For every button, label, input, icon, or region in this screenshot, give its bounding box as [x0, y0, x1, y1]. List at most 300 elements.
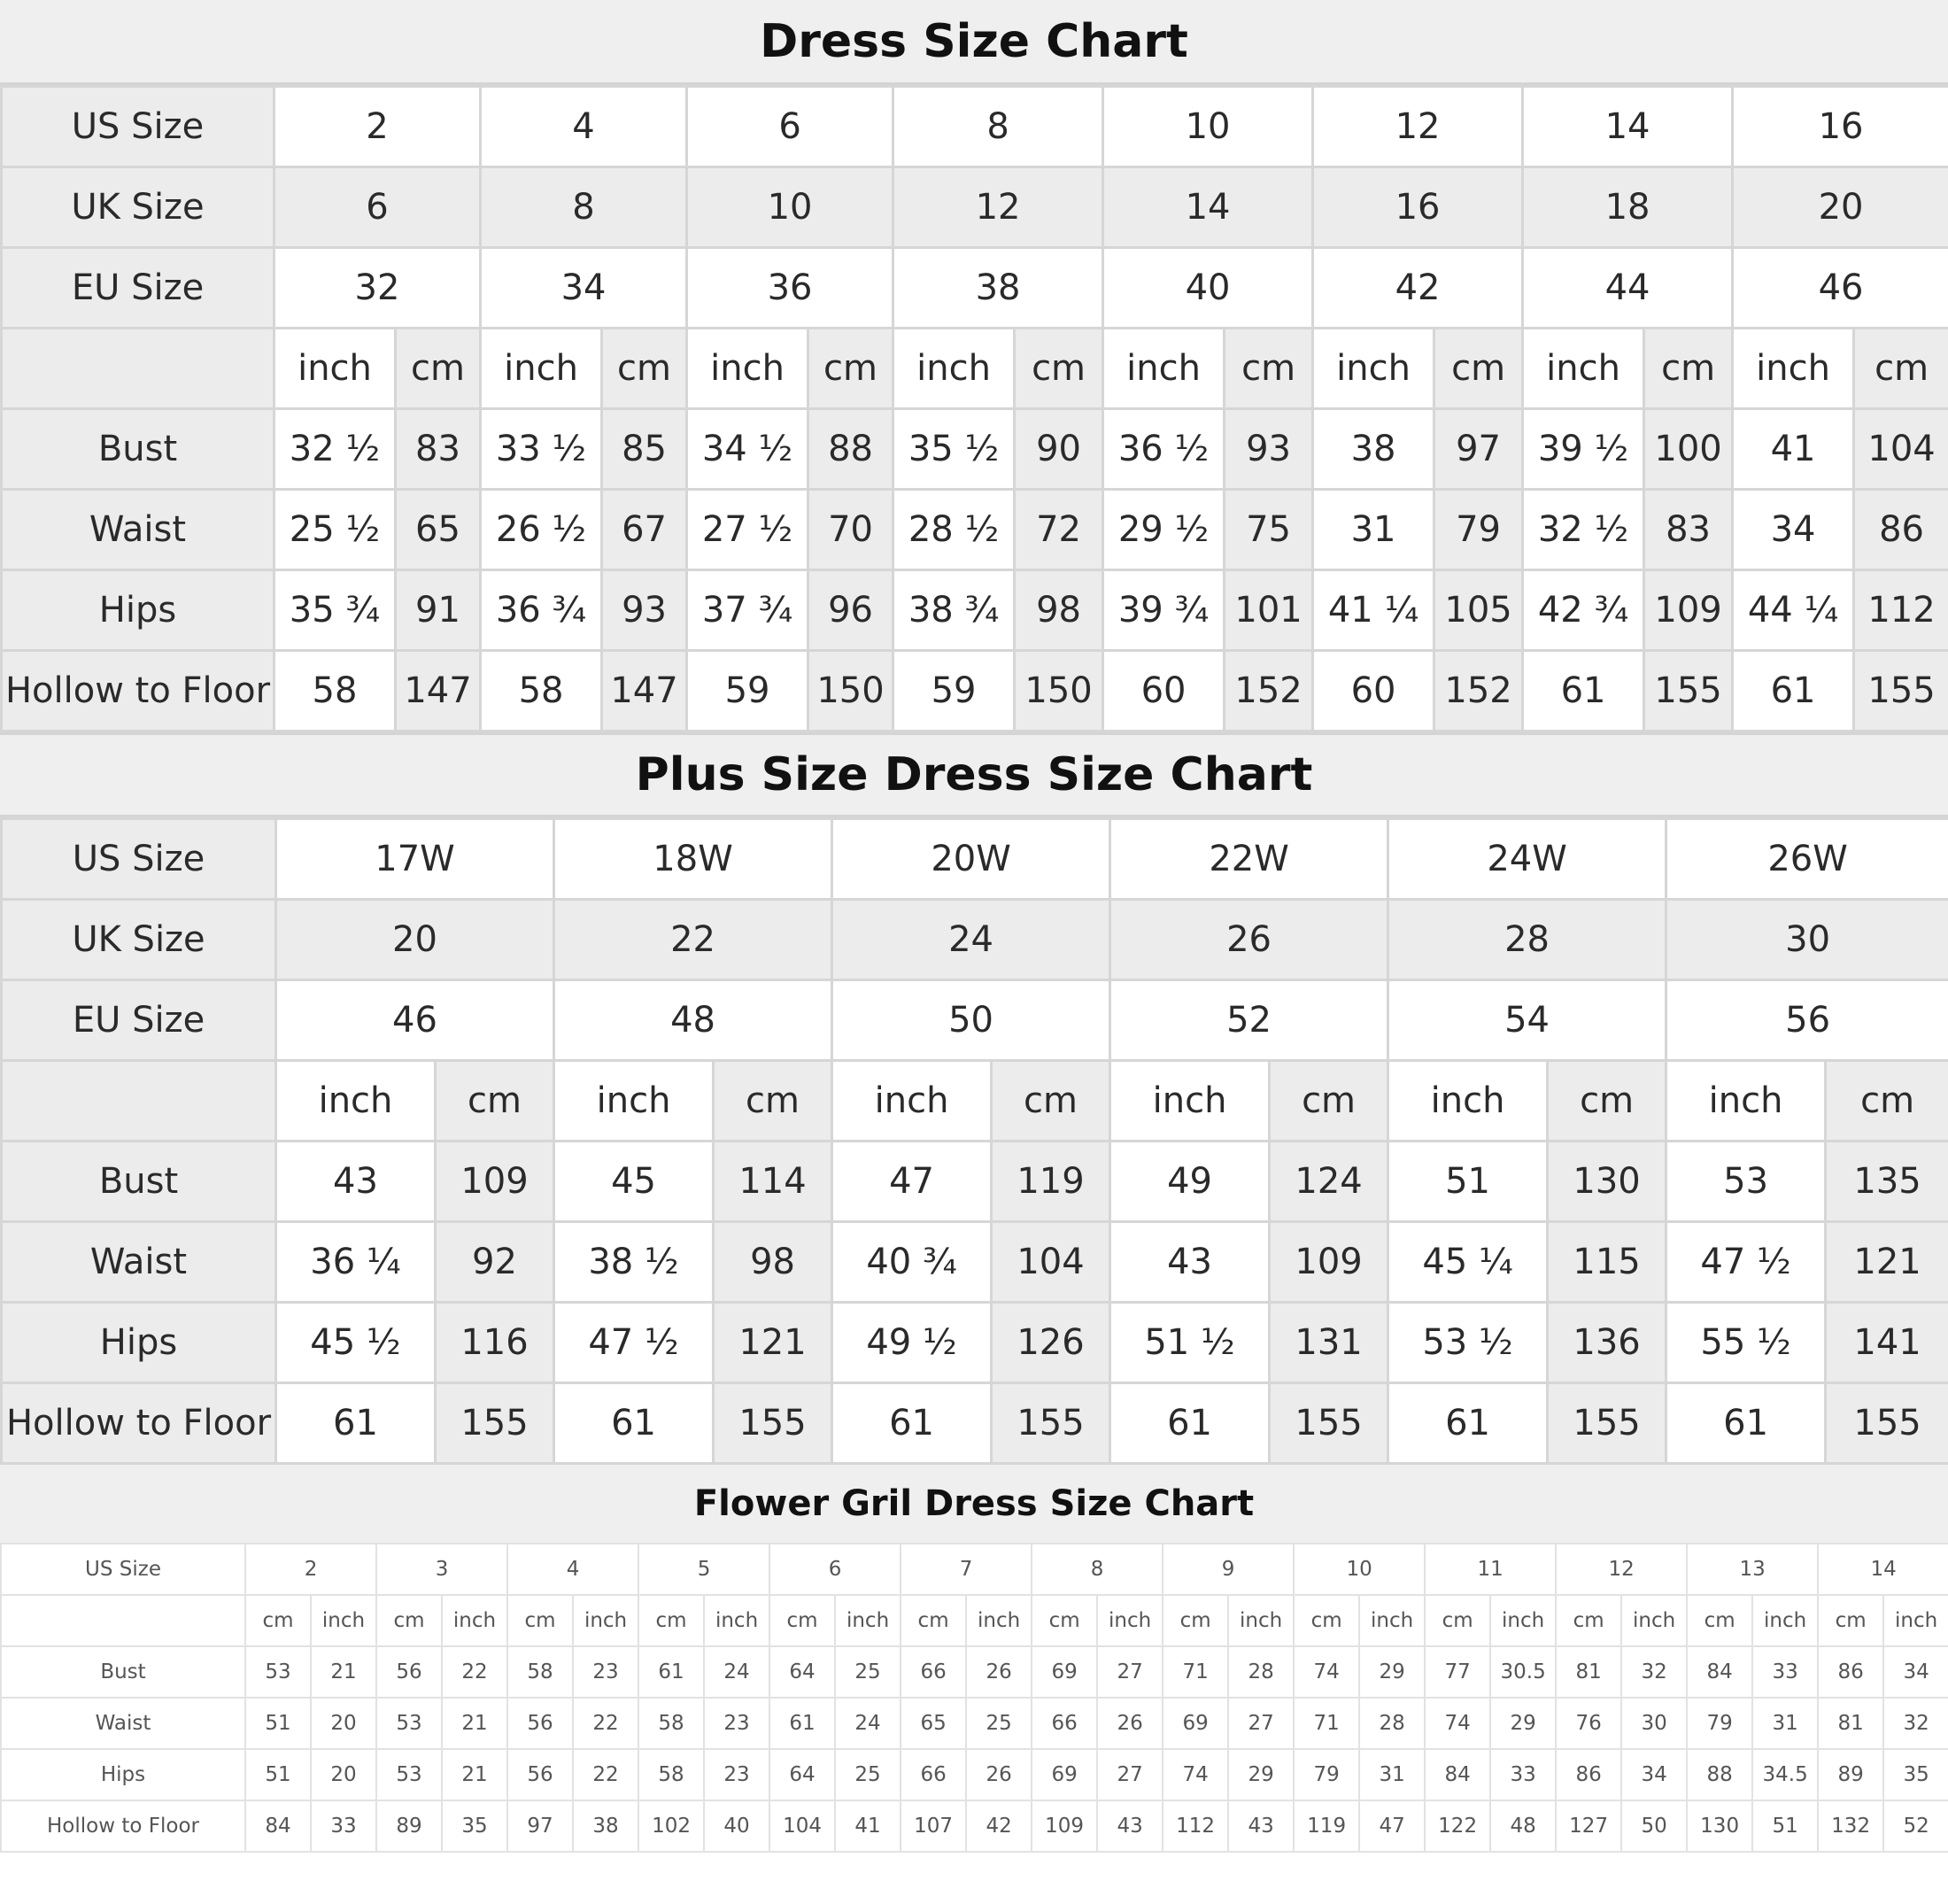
- unit-inch-cell: inch: [554, 1061, 714, 1142]
- us-size-cell: 6: [687, 87, 893, 167]
- uk-size-cell: 8: [481, 167, 687, 248]
- measurement-cell: 53 ½: [1388, 1303, 1548, 1383]
- eu-size-cell: 38: [893, 248, 1103, 329]
- flower-measurement-cell: 27: [1097, 1646, 1163, 1698]
- flower-measurement-cell: 20: [311, 1698, 376, 1749]
- uk-size-cell: 30: [1666, 900, 1948, 980]
- flower-measurement-cell: 107: [901, 1800, 966, 1852]
- measurement-cell: 92: [436, 1222, 554, 1303]
- measurement-cell: 90: [1015, 409, 1103, 490]
- flower-measurement-cell: 32: [1621, 1646, 1687, 1698]
- flower-measurement-cell: 27: [1228, 1698, 1294, 1749]
- measurement-row: [2, 570, 1948, 651]
- flower-us-size-label: US Size: [1, 1544, 245, 1595]
- flower-unit-inch-cell: inch: [835, 1595, 901, 1646]
- unit-inch-cell: inch: [687, 329, 808, 409]
- measurement-cell: 61: [1110, 1383, 1270, 1464]
- flower-measurement-cell: 97: [507, 1800, 573, 1852]
- eu-size-cell: 48: [554, 980, 832, 1061]
- us-size-cell: 12: [1313, 87, 1523, 167]
- flower-measurement-cell: 43: [1097, 1800, 1163, 1852]
- flower-measurement-cell: 30.5: [1490, 1646, 1556, 1698]
- unit-inch-cell: inch: [1733, 329, 1854, 409]
- measurement-cell: 47 ½: [1666, 1222, 1826, 1303]
- flower-unit-cm-cell: cm: [901, 1595, 966, 1646]
- flower-measurement-cell: 86: [1818, 1646, 1883, 1698]
- flower-measurement-cell: 66: [1032, 1698, 1097, 1749]
- flower-measurement-cell: 56: [376, 1646, 442, 1698]
- measurement-cell: 61: [1388, 1383, 1548, 1464]
- measurement-cell: 83: [396, 409, 481, 490]
- flower-measurement-cell: 81: [1556, 1646, 1621, 1698]
- measurement-label: Bust: [2, 409, 274, 490]
- flower-measurement-cell: 64: [769, 1749, 835, 1800]
- flower-measurement-cell: 53: [376, 1749, 442, 1800]
- flower-measurement-cell: 76: [1556, 1698, 1621, 1749]
- plus-size-table: [0, 817, 1948, 1465]
- flower-measurement-cell: 51: [245, 1698, 311, 1749]
- measurement-cell: 98: [1015, 570, 1103, 651]
- unit-cm-cell: cm: [992, 1061, 1110, 1142]
- flower-unit-inch-cell: inch: [1097, 1595, 1163, 1646]
- unit-cm-cell: cm: [1270, 1061, 1388, 1142]
- eu-size-cell: 56: [1666, 980, 1948, 1061]
- uk-size-cell: 18: [1523, 167, 1733, 248]
- flower-measurement-cell: 77: [1425, 1646, 1490, 1698]
- flower-measurement-cell: 23: [704, 1749, 769, 1800]
- uk-size-label: UK Size: [2, 167, 274, 248]
- us-size-cell: 17W: [276, 819, 554, 900]
- measurement-cell: 51 ½: [1110, 1303, 1270, 1383]
- measurement-cell: 38 ½: [554, 1222, 714, 1303]
- measurement-cell: 53: [1666, 1142, 1826, 1222]
- flower-measurement-cell: 88: [1687, 1749, 1752, 1800]
- eu-size-label: EU Size: [2, 248, 274, 329]
- measurement-cell: 109: [1270, 1222, 1388, 1303]
- flower-us-size-cell: 10: [1294, 1544, 1425, 1595]
- flower-us-size-cell: 14: [1818, 1544, 1948, 1595]
- measurement-cell: 55 ½: [1666, 1303, 1826, 1383]
- flower-measurement-cell: 34.5: [1752, 1749, 1818, 1800]
- flower-measurement-cell: 35: [1883, 1749, 1948, 1800]
- measurement-cell: 126: [992, 1303, 1110, 1383]
- flower-measurement-cell: 50: [1621, 1800, 1687, 1852]
- uk-size-cell: 20: [1733, 167, 1948, 248]
- measurement-cell: 109: [436, 1142, 554, 1222]
- measurement-cell: 91: [396, 570, 481, 651]
- flower-us-size-cell: 4: [507, 1544, 638, 1595]
- flower-us-size-cell: 11: [1425, 1544, 1556, 1595]
- flower-unit-cm-cell: cm: [1687, 1595, 1752, 1646]
- us-size-cell: 14: [1523, 87, 1733, 167]
- uk-size-label: UK Size: [2, 900, 276, 980]
- flower-unit-cm-cell: cm: [1556, 1595, 1621, 1646]
- measurement-cell: 72: [1015, 490, 1103, 570]
- flower-measurement-cell: 47: [1359, 1800, 1425, 1852]
- eu-size-cell: 46: [276, 980, 554, 1061]
- uk-size-cell: 12: [893, 167, 1103, 248]
- us-size-cell: 4: [481, 87, 687, 167]
- main-size-table: [0, 85, 1948, 732]
- flower-measurement-cell: 66: [901, 1749, 966, 1800]
- measurement-label: Hollow to Floor: [2, 1383, 276, 1464]
- us-size-cell: 16: [1733, 87, 1948, 167]
- measurement-cell: 61: [276, 1383, 436, 1464]
- measurement-cell: 121: [714, 1303, 832, 1383]
- measurement-cell: 61: [554, 1383, 714, 1464]
- measurement-cell: 155: [1854, 651, 1948, 731]
- flower-measurement-cell: 74: [1425, 1698, 1490, 1749]
- main-chart-title: Dress Size Chart: [0, 0, 1948, 85]
- flower-measurement-cell: 58: [638, 1698, 704, 1749]
- eu-size-cell: 52: [1110, 980, 1388, 1061]
- measurement-cell: 36 ½: [1103, 409, 1225, 490]
- measurement-cell: 41 ¼: [1313, 570, 1434, 651]
- flower-unit-inch-cell: inch: [311, 1595, 376, 1646]
- flower-measurement-cell: 29: [1490, 1698, 1556, 1749]
- flower-measurement-cell: 112: [1163, 1800, 1228, 1852]
- measurement-cell: 112: [1854, 570, 1948, 651]
- flower-measurement-cell: 26: [1097, 1698, 1163, 1749]
- uk-size-row: [2, 900, 1948, 980]
- unit-inch-cell: inch: [893, 329, 1015, 409]
- flower-measurement-cell: 71: [1163, 1646, 1228, 1698]
- us-size-label: US Size: [2, 819, 276, 900]
- unit-row: [2, 1061, 1948, 1142]
- measurement-cell: 60: [1103, 651, 1225, 731]
- flower-unit-cm-cell: cm: [1032, 1595, 1097, 1646]
- flower-unit-inch-cell: inch: [442, 1595, 507, 1646]
- unit-cm-cell: cm: [1548, 1061, 1666, 1142]
- measurement-cell: 79: [1434, 490, 1523, 570]
- unit-inch-cell: inch: [1388, 1061, 1548, 1142]
- eu-size-label: EU Size: [2, 980, 276, 1061]
- measurement-cell: 152: [1225, 651, 1313, 731]
- flower-us-size-cell: 2: [245, 1544, 376, 1595]
- flower-unit-inch-cell: inch: [1883, 1595, 1948, 1646]
- measurement-cell: 155: [1548, 1383, 1666, 1464]
- flower-measurement-cell: 48: [1490, 1800, 1556, 1852]
- unit-cm-cell: cm: [1015, 329, 1103, 409]
- measurement-cell: 131: [1270, 1303, 1388, 1383]
- unit-inch-cell: inch: [1313, 329, 1434, 409]
- uk-size-cell: 26: [1110, 900, 1388, 980]
- flower-measurement-cell: 32: [1883, 1698, 1948, 1749]
- measurement-cell: 93: [602, 570, 687, 651]
- flower-measurement-cell: 56: [507, 1698, 573, 1749]
- plus-chart-title: Plus Size Dress Size Chart: [0, 732, 1948, 817]
- flower-measurement-cell: 130: [1687, 1800, 1752, 1852]
- flower-unit-inch-cell: inch: [704, 1595, 769, 1646]
- flower-measurement-cell: 25: [966, 1698, 1032, 1749]
- measurement-cell: 47: [832, 1142, 992, 1222]
- measurement-cell: 150: [1015, 651, 1103, 731]
- eu-size-row: [2, 248, 1948, 329]
- measurement-cell: 155: [436, 1383, 554, 1464]
- flower-measurement-cell: 51: [1752, 1800, 1818, 1852]
- uk-size-cell: 24: [832, 900, 1110, 980]
- measurement-cell: 36 ¼: [276, 1222, 436, 1303]
- uk-size-cell: 28: [1388, 900, 1666, 980]
- flower-measurement-cell: 79: [1687, 1698, 1752, 1749]
- flower-unit-row: [1, 1595, 1948, 1646]
- measurement-cell: 28 ½: [893, 490, 1015, 570]
- unit-cm-cell: cm: [602, 329, 687, 409]
- flower-us-size-cell: 3: [376, 1544, 507, 1595]
- eu-size-row: [2, 980, 1948, 1061]
- flower-measurement-cell: 102: [638, 1800, 704, 1852]
- eu-size-cell: 50: [832, 980, 1110, 1061]
- flower-measurement-cell: 69: [1032, 1646, 1097, 1698]
- flower-measurement-cell: 27: [1097, 1749, 1163, 1800]
- measurement-cell: 115: [1548, 1222, 1666, 1303]
- measurement-cell: 42 ¾: [1523, 570, 1644, 651]
- measurement-cell: 36 ¾: [481, 570, 602, 651]
- flower-unit-inch-cell: inch: [1490, 1595, 1556, 1646]
- measurement-cell: 25 ½: [274, 490, 396, 570]
- measurement-cell: 96: [808, 570, 893, 651]
- flower-unit-inch-cell: inch: [1228, 1595, 1294, 1646]
- flower-unit-cm-cell: cm: [1163, 1595, 1228, 1646]
- uk-size-cell: 22: [554, 900, 832, 980]
- flower-measurement-cell: 89: [376, 1800, 442, 1852]
- flower-measurement-cell: 86: [1556, 1749, 1621, 1800]
- eu-size-cell: 36: [687, 248, 893, 329]
- flower-measurement-cell: 61: [769, 1698, 835, 1749]
- flower-measurement-cell: 89: [1818, 1749, 1883, 1800]
- measurement-cell: 39 ¾: [1103, 570, 1225, 651]
- flower-measurement-cell: 52: [1883, 1800, 1948, 1852]
- flower-unit-cm-cell: cm: [245, 1595, 311, 1646]
- eu-size-cell: 54: [1388, 980, 1666, 1061]
- flower-unit-inch-cell: inch: [1359, 1595, 1425, 1646]
- flower-measurement-cell: 31: [1359, 1749, 1425, 1800]
- measurement-cell: 155: [1270, 1383, 1388, 1464]
- uk-size-cell: 6: [274, 167, 481, 248]
- uk-size-row: [2, 167, 1948, 248]
- measurement-cell: 85: [602, 409, 687, 490]
- measurement-cell: 155: [1826, 1383, 1948, 1464]
- unit-cm-cell: cm: [436, 1061, 554, 1142]
- flower-measurement-cell: 51: [245, 1749, 311, 1800]
- flower-measurement-cell: 66: [901, 1646, 966, 1698]
- measurement-row: [2, 1222, 1948, 1303]
- measurement-cell: 98: [714, 1222, 832, 1303]
- measurement-cell: 31: [1313, 490, 1434, 570]
- measurement-cell: 27 ½: [687, 490, 808, 570]
- flower-measurement-cell: 43: [1228, 1800, 1294, 1852]
- flower-measurement-cell: 21: [311, 1646, 376, 1698]
- measurement-cell: 26 ½: [481, 490, 602, 570]
- measurement-cell: 59: [893, 651, 1015, 731]
- measurement-cell: 58: [481, 651, 602, 731]
- measurement-cell: 147: [602, 651, 687, 731]
- measurement-cell: 60: [1313, 651, 1434, 731]
- unit-inch-cell: inch: [276, 1061, 436, 1142]
- flower-measurement-cell: 22: [573, 1698, 638, 1749]
- flower-us-size-cell: 7: [901, 1544, 1032, 1595]
- flower-measurement-cell: 81: [1818, 1698, 1883, 1749]
- flower-unit-cm-cell: cm: [638, 1595, 704, 1646]
- unit-cm-cell: cm: [1434, 329, 1523, 409]
- flower-measurement-cell: 33: [1752, 1646, 1818, 1698]
- flower-measurement-cell: 132: [1818, 1800, 1883, 1852]
- measurement-cell: 39 ½: [1523, 409, 1644, 490]
- flower-measurement-row: [1, 1646, 1948, 1698]
- measurement-cell: 116: [436, 1303, 554, 1383]
- measurement-cell: 49: [1110, 1142, 1270, 1222]
- flower-measurement-cell: 33: [1490, 1749, 1556, 1800]
- us-size-cell: 18W: [554, 819, 832, 900]
- measurement-cell: 152: [1434, 651, 1523, 731]
- measurement-cell: 43: [1110, 1222, 1270, 1303]
- flower-measurement-cell: 29: [1359, 1646, 1425, 1698]
- unit-inch-cell: inch: [1666, 1061, 1826, 1142]
- uk-size-cell: 16: [1313, 167, 1523, 248]
- flower-measurement-cell: 109: [1032, 1800, 1097, 1852]
- measurement-cell: 61: [1523, 651, 1644, 731]
- uk-size-cell: 10: [687, 167, 893, 248]
- measurement-cell: 141: [1826, 1303, 1948, 1383]
- flower-measurement-cell: 56: [507, 1749, 573, 1800]
- measurement-cell: 45: [554, 1142, 714, 1222]
- flower-measurement-label: Hollow to Floor: [1, 1800, 245, 1852]
- flower-measurement-cell: 42: [966, 1800, 1032, 1852]
- us-size-cell: 8: [893, 87, 1103, 167]
- measurement-cell: 86: [1854, 490, 1948, 570]
- unit-cm-cell: cm: [1826, 1061, 1948, 1142]
- flower-measurement-cell: 104: [769, 1800, 835, 1852]
- flower-measurement-cell: 119: [1294, 1800, 1359, 1852]
- measurement-cell: 65: [396, 490, 481, 570]
- flower-measurement-cell: 64: [769, 1646, 835, 1698]
- flower-unit-inch-cell: inch: [966, 1595, 1032, 1646]
- measurement-cell: 155: [992, 1383, 1110, 1464]
- flower-measurement-cell: 26: [966, 1749, 1032, 1800]
- measurement-row: [2, 490, 1948, 570]
- flower-measurement-cell: 22: [573, 1749, 638, 1800]
- measurement-row: [2, 1303, 1948, 1383]
- measurement-cell: 33 ½: [481, 409, 602, 490]
- flower-measurement-cell: 53: [245, 1646, 311, 1698]
- flower-unit-cm-cell: cm: [1294, 1595, 1359, 1646]
- measurement-cell: 45 ½: [276, 1303, 436, 1383]
- measurement-cell: 104: [992, 1222, 1110, 1303]
- flower-us-size-cell: 6: [769, 1544, 901, 1595]
- measurement-cell: 44 ¼: [1733, 570, 1854, 651]
- measurement-cell: 105: [1434, 570, 1523, 651]
- measurement-cell: 38: [1313, 409, 1434, 490]
- measurement-cell: 41: [1733, 409, 1854, 490]
- flower-measurement-cell: 30: [1621, 1698, 1687, 1749]
- flower-us-size-cell: 13: [1687, 1544, 1818, 1595]
- measurement-cell: 45 ¼: [1388, 1222, 1548, 1303]
- flower-measurement-cell: 21: [442, 1698, 507, 1749]
- measurement-row: [2, 409, 1948, 490]
- flower-measurement-label: Bust: [1, 1646, 245, 1698]
- unit-cm-cell: cm: [396, 329, 481, 409]
- measurement-cell: 130: [1548, 1142, 1666, 1222]
- unit-cm-cell: cm: [1854, 329, 1948, 409]
- plus-table-body: [2, 819, 1948, 1464]
- measurement-cell: 121: [1826, 1222, 1948, 1303]
- flower-measurement-cell: 40: [704, 1800, 769, 1852]
- us-size-cell: 2: [274, 87, 481, 167]
- flower-measurement-cell: 65: [901, 1698, 966, 1749]
- measurement-label: Waist: [2, 490, 274, 570]
- measurement-cell: 32 ½: [1523, 490, 1644, 570]
- measurement-cell: 43: [276, 1142, 436, 1222]
- flower-measurement-cell: 38: [573, 1800, 638, 1852]
- uk-size-cell: 14: [1103, 167, 1313, 248]
- eu-size-cell: 42: [1313, 248, 1523, 329]
- measurement-cell: 109: [1644, 570, 1733, 651]
- measurement-cell: 100: [1644, 409, 1733, 490]
- main-table-body: [2, 87, 1948, 731]
- flower-measurement-row: [1, 1800, 1948, 1852]
- measurement-cell: 38 ¾: [893, 570, 1015, 651]
- flower-measurement-cell: 35: [442, 1800, 507, 1852]
- flower-measurement-cell: 61: [638, 1646, 704, 1698]
- flower-us-size-cell: 8: [1032, 1544, 1163, 1595]
- measurement-cell: 93: [1225, 409, 1313, 490]
- measurement-cell: 32 ½: [274, 409, 396, 490]
- flower-measurement-label: Hips: [1, 1749, 245, 1800]
- measurement-cell: 150: [808, 651, 893, 731]
- us-size-cell: 22W: [1110, 819, 1388, 900]
- measurement-label: Waist: [2, 1222, 276, 1303]
- measurement-cell: 155: [1644, 651, 1733, 731]
- flower-measurement-cell: 20: [311, 1749, 376, 1800]
- flower-unit-cm-cell: cm: [1818, 1595, 1883, 1646]
- flower-us-size-cell: 5: [638, 1544, 769, 1595]
- measurement-cell: 51: [1388, 1142, 1548, 1222]
- flower-measurement-cell: 29: [1228, 1749, 1294, 1800]
- flower-measurement-cell: 53: [376, 1698, 442, 1749]
- measurement-cell: 59: [687, 651, 808, 731]
- measurement-cell: 114: [714, 1142, 832, 1222]
- flower-table-body: [1, 1544, 1948, 1852]
- flower-measurement-row: [1, 1698, 1948, 1749]
- flower-measurement-cell: 74: [1163, 1749, 1228, 1800]
- measurement-label: Hollow to Floor: [2, 651, 274, 731]
- measurement-cell: 47 ½: [554, 1303, 714, 1383]
- measurement-label: Hips: [2, 1303, 276, 1383]
- flower-girl-size-table: [0, 1543, 1948, 1853]
- unit-inch-cell: inch: [274, 329, 396, 409]
- flower-unit-cm-cell: cm: [1425, 1595, 1490, 1646]
- flower-unit-inch-cell: inch: [573, 1595, 638, 1646]
- unit-inch-cell: inch: [481, 329, 602, 409]
- unit-cm-cell: cm: [808, 329, 893, 409]
- flower-chart-title: Flower Gril Dress Size Chart: [0, 1465, 1948, 1543]
- measurement-cell: 88: [808, 409, 893, 490]
- flower-measurement-cell: 122: [1425, 1800, 1490, 1852]
- measurement-cell: 97: [1434, 409, 1523, 490]
- flower-measurement-cell: 23: [573, 1646, 638, 1698]
- flower-measurement-cell: 34: [1883, 1646, 1948, 1698]
- flower-us-size-cell: 12: [1556, 1544, 1687, 1595]
- us-size-row: [2, 819, 1948, 900]
- measurement-cell: 119: [992, 1142, 1110, 1222]
- eu-size-cell: 34: [481, 248, 687, 329]
- measurement-cell: 61: [832, 1383, 992, 1464]
- measurement-cell: 136: [1548, 1303, 1666, 1383]
- flower-measurement-cell: 28: [1359, 1698, 1425, 1749]
- flower-measurement-cell: 26: [966, 1646, 1032, 1698]
- measurement-cell: 37 ¾: [687, 570, 808, 651]
- unit-inch-cell: inch: [832, 1061, 992, 1142]
